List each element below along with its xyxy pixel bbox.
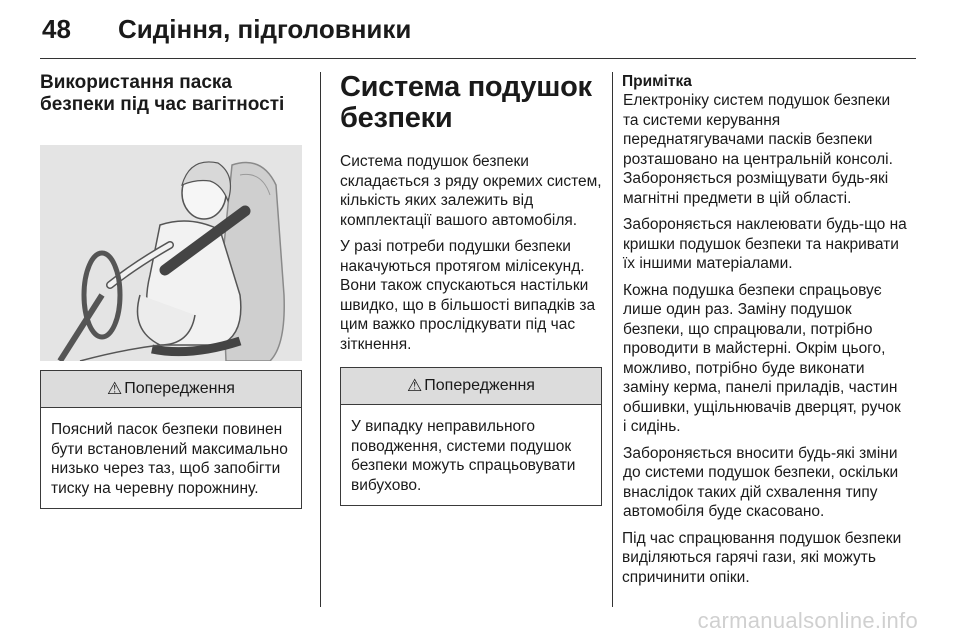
warning-title: Попередження <box>124 380 235 397</box>
note-body <box>622 91 907 522</box>
body-paragraph: Система подушок безпеки складається з ряду окремих систем, кількість яких залежить від комплектації вашого автомобіля. <box>340 153 602 229</box>
section-heading: Використання паска безпеки під час вагітності <box>40 72 285 115</box>
note-paragraph: Електроніку систем подушок безпеки та системи керування переднатягувачами пасків безпеки розташовано на центральній консолі. Забороняється розміщувати будь-які магнітні предмети в цій області. <box>623 92 893 207</box>
header-rule <box>40 58 916 59</box>
warning-text: Поясний пасок безпеки повинен бути встановлений максимально низько через таз, щоб запобігти тиску на черевну порожнину. <box>51 421 288 497</box>
note-paragraph: Кожна подушка безпеки спрацьовує лише один раз. Заміну подушок безпеки, що спрацювали, потрібно проводити в майстерні. Окрім цього, можливо, потрібно буде виконати заміну керма, панелі приладів, частин обшивки, ущільнювачів дверцят, ручок і сидінь. <box>623 281 901 435</box>
pregnant-driver-seatbelt-illustration <box>40 145 302 361</box>
body-paragraph: Під час спрацювання подушок безпеки виділяються гарячі гази, які можуть спричинити опіки. <box>622 529 902 586</box>
warning-header <box>341 368 601 405</box>
column-divider <box>612 72 613 607</box>
warning-triangle-icon: ⚠ <box>407 376 423 395</box>
warning-box <box>40 370 302 509</box>
warning-triangle-icon: ⚠ <box>107 379 123 398</box>
note-paragraph: Забороняється наклеювати будь-що на кришки подушок безпеки та накривати їх іншими матеріалами. <box>623 216 907 272</box>
column-2 <box>340 72 602 506</box>
section-heading: Система подушок безпеки <box>340 71 592 134</box>
note-title: Примітка <box>622 73 692 90</box>
column-1 <box>40 72 302 509</box>
column-3 <box>622 72 907 594</box>
warning-box <box>340 367 602 506</box>
running-title: Сидіння, підголовники <box>118 14 412 44</box>
page-number: 48 <box>42 14 71 44</box>
warning-title: Попередження <box>424 377 535 394</box>
warning-header <box>41 371 301 408</box>
body-paragraph: У разі потреби подушки безпеки накачуються протягом мілісекунд. Вони також спускаються настільки швидко, що в більшості випадків за цим важко прослідкувати під час зіткнення. <box>340 238 596 353</box>
note-paragraph: Забороняється вносити будь-які зміни до системи подушок безпеки, оскільки внаслідок таких дій схвалення типу автомобіля буде скасовано. <box>623 444 899 520</box>
warning-text: У випадку неправильного поводження, системи подушок безпеки можуть спрацьовувати вибухово. <box>351 418 576 494</box>
illustration-drawing <box>40 145 302 361</box>
column-divider <box>320 72 321 607</box>
watermark: carmanualsonline.info <box>697 608 918 633</box>
